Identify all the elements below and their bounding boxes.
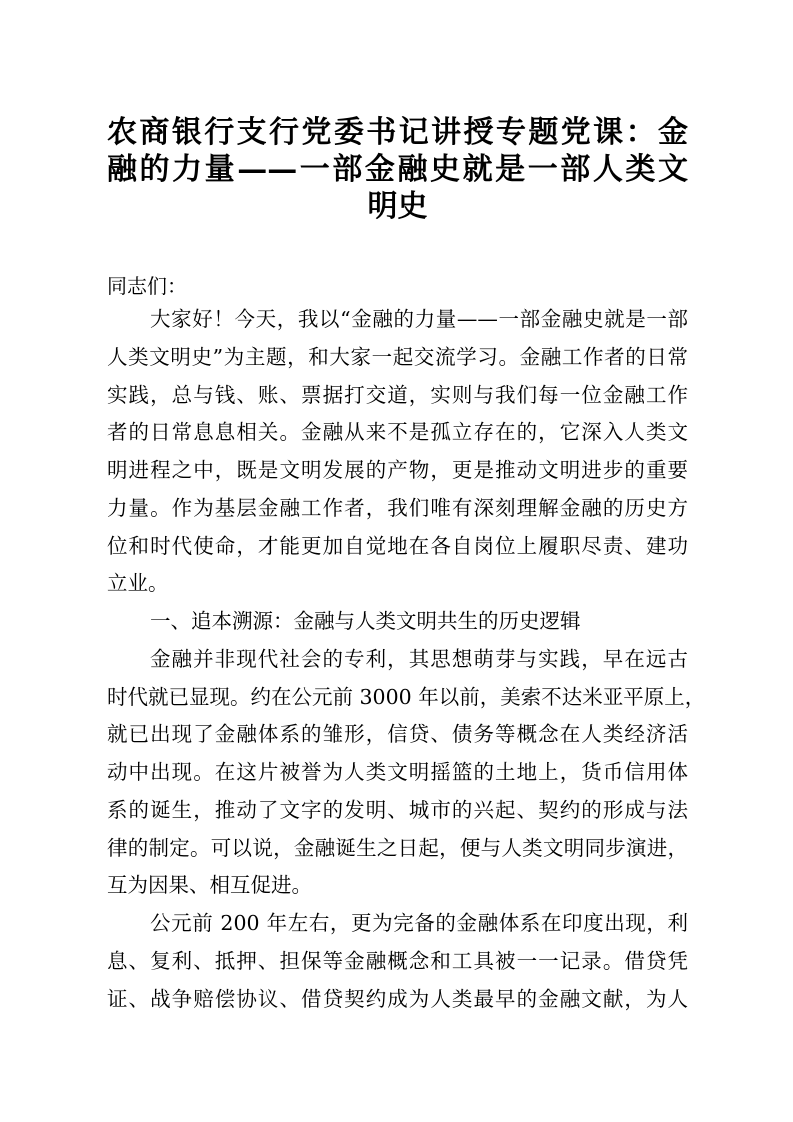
text-line: 时代就已显现。约在公元前 3000 年以前，美索不达米亚平原上， — [107, 684, 706, 709]
text-line: 公元前 200 年左右，更为完备的金融体系在印度出现，利 — [150, 911, 688, 935]
salutation: 同志们： — [107, 274, 187, 298]
text-line: 立业。 — [107, 571, 169, 596]
document-title — [107, 114, 688, 225]
text-line: 者的日常息息相关。金融从来不是孤立存在的，它深入人类文 — [107, 420, 688, 445]
title-line: 农商银行支行党委书记讲授专题党课：金 — [107, 115, 688, 150]
text-line: 位和时代使命，才能更加自觉地在各自岗位上履职尽责、建功 — [107, 533, 688, 558]
text-line: 明进程之中，既是文明发展的产物，更是推动文明进步的重要 — [107, 458, 688, 482]
text-line: 律的制定。可以说，金融诞生之日起，便与人类文明同步演进， — [107, 835, 688, 860]
text-line: 就已出现了金融体系的雏形，信贷、债务等概念在人类经济活 — [107, 722, 688, 747]
text-line: 大家好！今天，我以“金融的力量——一部金融史就是一部 — [150, 307, 688, 331]
text-line: 互为因果、相互促进。 — [107, 873, 312, 898]
title-line: 融的力量——一部金融史就是一部人类文 — [107, 152, 688, 187]
text-line: 实践，总与钱、账、票据打交道，实则与我们每一位金融工作 — [107, 382, 688, 407]
text-line: 动中出现。在这片被誉为人类文明摇篮的土地上，货币信用体 — [107, 760, 688, 784]
paragraph — [107, 641, 706, 905]
text-line: 力量。作为基层金融工作者，我们唯有深刻理解金融的历史方 — [107, 495, 688, 520]
text-line: 证、战争赔偿协议、借贷契约成为人类最早的金融文献，为人 — [107, 986, 688, 1011]
text-line: 金融并非现代社会的专利，其思想萌芽与实践，早在远古 — [150, 646, 688, 671]
text-line: 一、追本溯源：金融与人类文明共生的历史逻辑 — [150, 609, 581, 633]
text-line: 息、复利、抵押、担保等金融概念和工具被一一记录。借贷凭 — [107, 948, 688, 973]
text-line: 人类文明史”为主题，和大家一起交流学习。金融工作者的日常 — [107, 344, 688, 369]
title-line: 明史 — [367, 189, 428, 224]
text-line: 系的诞生，推动了文字的发明、城市的兴起、契约的形成与法 — [107, 797, 688, 822]
section-heading — [107, 603, 688, 641]
paragraph — [107, 301, 688, 603]
document-body — [107, 301, 706, 1018]
paragraph — [107, 905, 688, 1018]
